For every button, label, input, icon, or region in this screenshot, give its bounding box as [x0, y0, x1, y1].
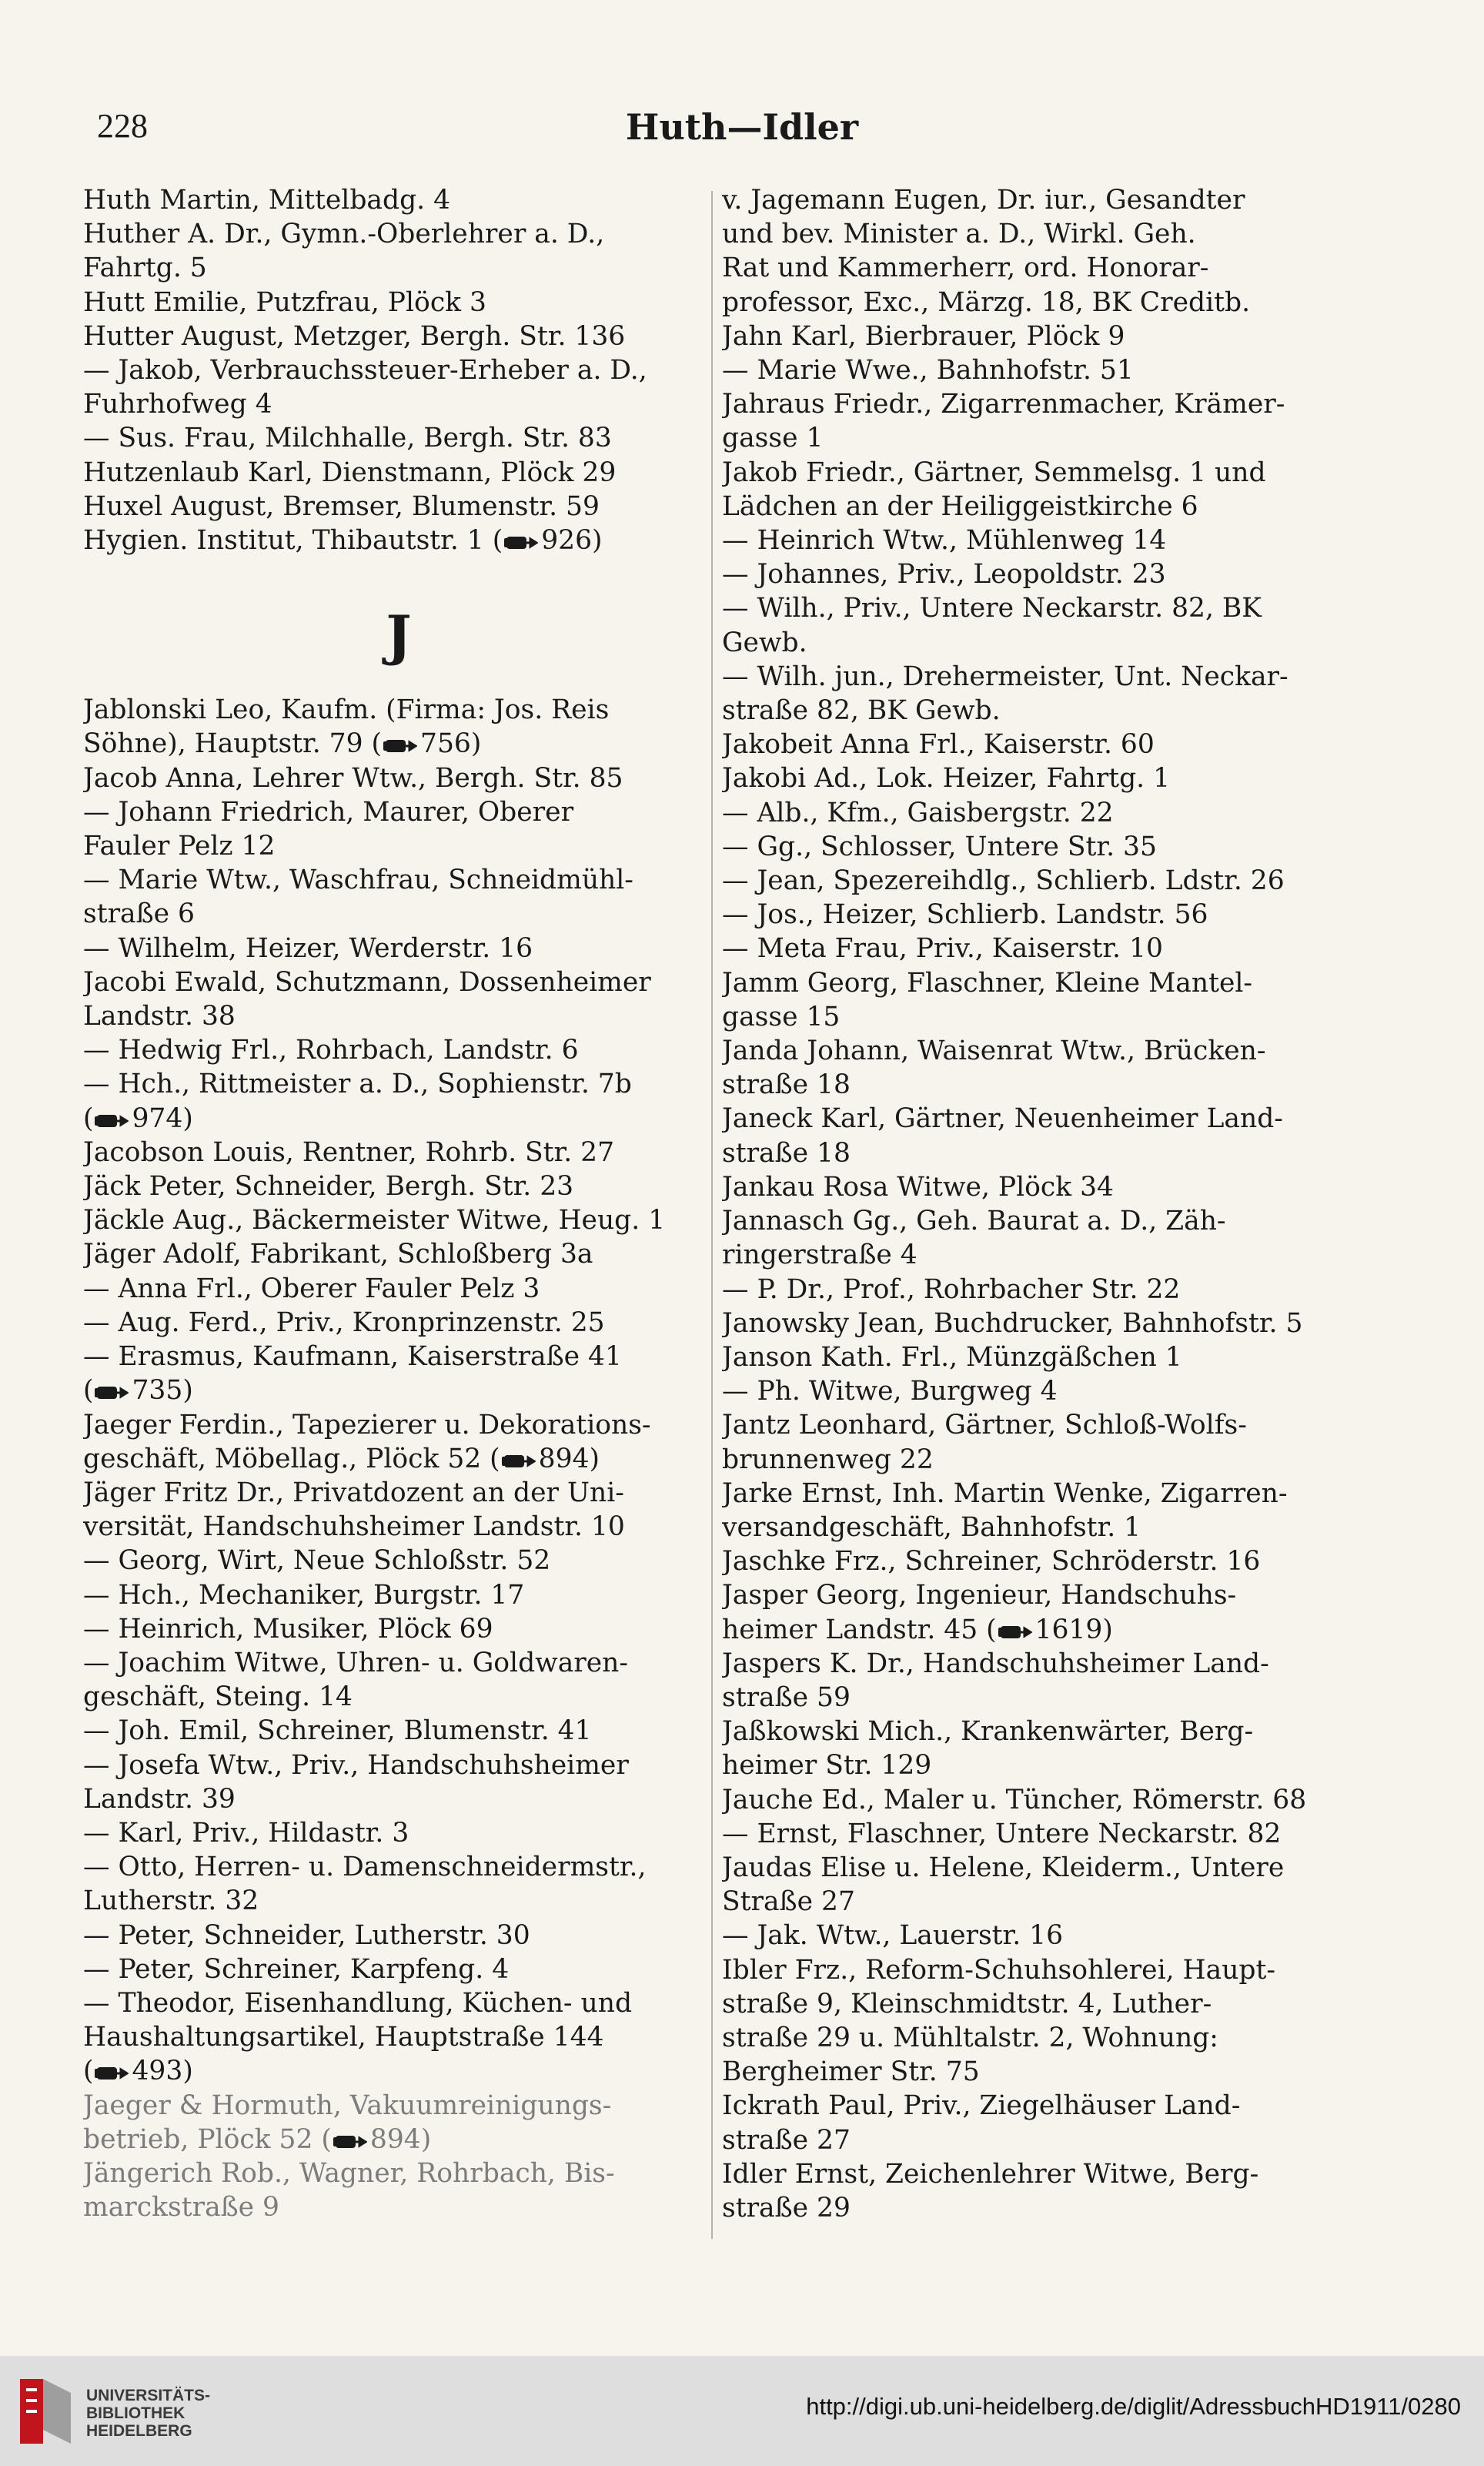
viewer-footer [0, 2356, 1484, 2466]
directory-entry: straße 18 [722, 1137, 851, 1169]
directory-entry: — Joh. Emil, Schreiner, Blumenstr. 41 [83, 1715, 592, 1747]
entry-jaeger-hormuth: Jaeger & Hormuth, Vakuumreinigungs- [83, 2090, 612, 2121]
directory-entry: Jäger Fritz Dr., Privatdozent an der Uni- [83, 1477, 624, 1508]
directory-entry: — Jos., Heizer, Schlierb. Landstr. 56 [722, 899, 1208, 931]
directory-entry: straße 29 u. Mühltalstr. 2, Wohnung: [722, 2022, 1218, 2053]
directory-entry: Jaschke Frz., Schreiner, Schröderstr. 16 [722, 1546, 1261, 1578]
directory-entry: Jahn Karl, Bierbrauer, Plöck 9 [722, 320, 1125, 352]
entry-hch-phone: ( 974) [83, 1103, 193, 1134]
directory-entry: Jahraus Friedr., Zigarrenmacher, Krämer- [722, 389, 1285, 420]
directory-entry: Jakob Friedr., Gärtner, Semmelsg. 1 und [722, 457, 1266, 488]
directory-entry: v. Jagemann Eugen, Dr. iur., Gesandter [722, 185, 1245, 216]
section-letter-j: J [386, 604, 412, 668]
entry-hygien: Hygien. Institut, Thibautstr. 1 ( 926) [83, 525, 603, 557]
directory-entry: Haushaltungsartikel, Hauptstraße 144 [83, 2022, 604, 2053]
page-header [92, 99, 1392, 152]
directory-entry: Fahrtg. 5 [83, 253, 207, 284]
telephone-icon [504, 527, 538, 545]
directory-entry: Jäger Adolf, Fabrikant, Schloßberg 3a [83, 1239, 593, 1270]
directory-entry: Hutt Emilie, Putzfrau, Plöck 3 [83, 286, 486, 318]
directory-entry: Jacobson Louis, Rentner, Rohrb. Str. 27 [83, 1136, 615, 1168]
directory-entry: — Erasmus, Kaufmann, Kaiserstraße 41 [83, 1341, 622, 1373]
directory-entry: Janeck Karl, Gärtner, Neuenheimer Land- [722, 1103, 1283, 1135]
library-name [86, 2387, 210, 2440]
library-name-line: BIBLIOTHEK [86, 2404, 186, 2422]
directory-entry: Lädchen an der Heiliggeistkirche 6 [722, 490, 1198, 522]
directory-entry: Ickrath Paul, Priv., Ziegelhäuser Land- [722, 2090, 1241, 2122]
directory-entry: straße 59 [722, 1681, 851, 1713]
directory-entry: straße 6 [83, 898, 196, 930]
directory-entry: — Otto, Herren- u. Damenschneidermstr., [83, 1852, 647, 1883]
left-column [83, 183, 714, 2224]
directory-entry: Jäckle Aug., Bäckermeister Witwe, Heug. 1 [83, 1205, 666, 1236]
directory-entry: Jauche Ed., Maler u. Tüncher, Römerstr. 68 [722, 1784, 1307, 1815]
directory-entry: — Wilh. jun., Drehermeister, Unt. Neckar- [722, 661, 1288, 692]
entry-jablonski: Jablonski Leo, Kaufm. (Firma: Jos. Reis [83, 694, 610, 726]
left-block3 [83, 1136, 714, 1374]
directory-entry: Janda Johann, Waisenrat Wtw., Brücken- [722, 1036, 1266, 1067]
directory-entry: — Jak. Wtw., Lauerstr. 16 [722, 1920, 1064, 1952]
directory-entry: Jakobi Ad., Lok. Heizer, Fahrtg. 1 [722, 763, 1171, 795]
directory-entry: Fuhrhofweg 4 [83, 389, 272, 420]
library-name-line: HEIDELBERG [86, 2422, 192, 2440]
directory-entry: Jacobi Ewald, Schutzmann, Dossenheimer [83, 966, 651, 998]
entry-jaeger-hormuth-2: betrieb, Plöck 52 ( 894) [83, 2123, 432, 2155]
directory-entry: — Alb., Kfm., Gaisbergstr. 22 [722, 797, 1114, 828]
directory-entry: straße 27 [722, 2124, 851, 2156]
directory-entry: — Hedwig Frl., Rohrbach, Landstr. 6 [83, 1035, 579, 1066]
directory-entry: Jängerich Rob., Wagner, Rohrbach, Bis- [83, 2157, 615, 2189]
directory-entry: versandgeschäft, Bahnhofstr. 1 [722, 1511, 1141, 1543]
column-divider [711, 191, 713, 2239]
right-block1 [722, 183, 1353, 1613]
entry-jasper-phone: heimer Landstr. 45 ( 1619) [722, 1614, 1113, 1645]
directory-entry: Jasper Georg, Ingenieur, Handschuhs- [722, 1580, 1237, 1611]
directory-entry: Hutter August, Metzger, Bergh. Str. 136 [83, 320, 626, 352]
telephone-icon [383, 730, 417, 748]
page-title: Huth—Idler [625, 106, 859, 148]
directory-entry: Jaudas Elise u. Helene, Kleiderm., Untere [722, 1852, 1285, 1883]
source-url-link[interactable]: http://digi.ub.uni-heidelberg.de/diglit/AdressbuchHD1911/0280 [806, 2393, 1461, 2420]
directory-entry: Gewb. [722, 627, 807, 658]
directory-entry: — Theodor, Eisenhandlung, Küchen- und [83, 1987, 633, 2019]
directory-entry: — Meta Frau, Priv., Kaiserstr. 10 [722, 933, 1163, 965]
directory-entry: Jannasch Gg., Geh. Baurat a. D., Zäh- [722, 1206, 1226, 1237]
directory-entry: Bergheimer Str. 75 [722, 2056, 980, 2088]
directory-entry: straße 82, BK Gewb. [722, 695, 1001, 727]
left-block4 [83, 1476, 714, 2054]
directory-entry: — Joachim Witwe, Uhren- u. Goldwaren- [83, 1647, 629, 1678]
directory-entry: — Hch., Mechaniker, Burgstr. 17 [83, 1579, 525, 1611]
directory-entry: brunnenweg 22 [722, 1444, 934, 1475]
left-block5 [83, 2156, 714, 2224]
page-number: 228 [97, 107, 148, 145]
directory-entry: — Karl, Priv., Hildastr. 3 [83, 1817, 409, 1849]
directory-entry: — Wilh., Priv., Untere Neckarstr. 82, BK [722, 593, 1262, 624]
directory-entry: — Peter, Schreiner, Karpfeng. 4 [83, 1953, 510, 1985]
left-block2 [83, 761, 714, 1102]
directory-entry: — Wilhelm, Heizer, Werderstr. 16 [83, 932, 533, 964]
directory-entry: Huther A. Dr., Gymn.-Oberlehrer a. D., [83, 219, 605, 250]
right-column [722, 183, 1353, 2225]
directory-entry: — Aug. Ferd., Priv., Kronprinzenstr. 25 [83, 1307, 605, 1338]
directory-entry: Janson Kath. Frl., Münzgäßchen 1 [722, 1341, 1182, 1373]
directory-entry: Hutzenlaub Karl, Dienstmann, Plöck 29 [83, 457, 617, 488]
directory-entry: — Ph. Witwe, Burgweg 4 [722, 1376, 1058, 1407]
directory-entry: Idler Ernst, Zeichenlehrer Witwe, Berg- [722, 2158, 1259, 2190]
telephone-icon [998, 1616, 1032, 1635]
directory-entry: straße 9, Kleinschmidtstr. 4, Luther- [722, 1988, 1212, 2019]
directory-entry: Jamm Georg, Flaschner, Kleine Mantel- [722, 967, 1253, 999]
directory-entry: Landstr. 38 [83, 1001, 236, 1032]
directory-entry: — Ernst, Flaschner, Untere Neckarstr. 82 [722, 1818, 1282, 1849]
directory-entry: geschäft, Steing. 14 [83, 1681, 353, 1713]
directory-entry: Straße 27 [722, 1886, 855, 1918]
library-logo-icon [17, 2374, 79, 2448]
left-block1 [83, 183, 714, 524]
directory-entry: — Peter, Schneider, Lutherstr. 30 [83, 1919, 530, 1951]
directory-entry: Jacob Anna, Lehrer Wtw., Bergh. Str. 85 [83, 762, 623, 794]
entry-jaeger-ferdin: Jaeger Ferdin., Tapezierer u. Dekorations- [83, 1409, 651, 1440]
directory-entry: — Marie Wwe., Bahnhofstr. 51 [722, 355, 1134, 386]
directory-entry: Jaspers K. Dr., Handschuhsheimer Land- [722, 1648, 1269, 1679]
directory-entry: — Jakob, Verbrauchssteuer-Erheber a. D., [83, 355, 647, 386]
directory-entry: straße 18 [722, 1069, 851, 1101]
directory-entry: versität, Handschuhsheimer Landstr. 10 [83, 1511, 625, 1543]
entry-theodor-phone: ( 493) [83, 2056, 193, 2087]
directory-entry: Jantz Leonhard, Gärtner, Schloß-Wolfs- [722, 1410, 1247, 1441]
directory-entry: Huxel August, Bremser, Blumenstr. 59 [83, 490, 600, 522]
directory-entry: — Sus. Frau, Milchhalle, Bergh. Str. 83 [83, 423, 612, 454]
directory-entry: Lutherstr. 32 [83, 1885, 259, 1917]
directory-entry: straße 29 [722, 2192, 851, 2223]
directory-entry: Fauler Pelz 12 [83, 831, 276, 862]
directory-entry: professor, Exc., Märzg. 18, BK Creditb. [722, 286, 1251, 318]
directory-entry: — Johannes, Priv., Leopoldstr. 23 [722, 559, 1166, 591]
directory-entry: — Jean, Spezereihdlg., Schlierb. Ldstr. 26 [722, 865, 1285, 897]
directory-entry: ringerstraße 4 [722, 1240, 917, 1271]
directory-entry: Jakobeit Anna Frl., Kaiserstr. 60 [722, 729, 1155, 761]
directory-entry: — Marie Wtw., Waschfrau, Schneidmühl- [83, 865, 633, 896]
directory-entry: Jankau Rosa Witwe, Plöck 34 [722, 1171, 1115, 1203]
directory-entry: — Johann Friedrich, Maurer, Oberer [83, 796, 574, 828]
directory-entry: und bev. Minister a. D., Wirkl. Geh. [722, 219, 1196, 250]
directory-entry: Jaßkowski Mich., Krankenwärter, Berg- [722, 1716, 1254, 1748]
directory-entry: — Heinrich Wtw., Mühlenweg 14 [722, 525, 1167, 557]
directory-entry: — Gg., Schlosser, Untere Str. 35 [722, 831, 1157, 862]
directory-entry: marckstraße 9 [83, 2192, 280, 2223]
directory-entry: gasse 1 [722, 423, 824, 454]
directory-entry: — Hch., Rittmeister a. D., Sophienstr. 7b [83, 1069, 632, 1100]
directory-entry: Janowsky Jean, Buchdrucker, Bahnhofstr. 5 [722, 1307, 1303, 1339]
telephone-icon [95, 1105, 129, 1123]
telephone-icon [502, 1445, 536, 1464]
entry-jablonski-2: Söhne), Hauptstr. 79 ( 756) [83, 728, 482, 760]
directory-entry: — Anna Frl., Oberer Fauler Pelz 3 [83, 1273, 540, 1304]
entry-jaeger-ferdin-2: geschäft, Möbellag., Plöck 52 ( 894) [83, 1443, 600, 1474]
directory-entry: Jäck Peter, Schneider, Bergh. Str. 23 [83, 1171, 574, 1203]
directory-entry: Jarke Ernst, Inh. Martin Wenke, Zigarren- [722, 1477, 1288, 1509]
library-name-line: UNIVERSITÄTS- [86, 2387, 211, 2404]
directory-entry: Ibler Frz., Reform-Schuhsohlerei, Haupt- [722, 1954, 1276, 1986]
telephone-icon [95, 2057, 129, 2076]
telephone-icon [333, 2126, 367, 2144]
entry-erasmus-phone: ( 735) [83, 1375, 193, 1407]
directory-entry: heimer Str. 129 [722, 1750, 932, 1782]
directory-entry: — P. Dr., Prof., Rohrbacher Str. 22 [722, 1273, 1181, 1305]
telephone-icon [95, 1377, 129, 1395]
directory-entry: gasse 15 [722, 1001, 841, 1032]
directory-entry: — Heinrich, Musiker, Plöck 69 [83, 1613, 493, 1645]
directory-entry: Landstr. 39 [83, 1783, 236, 1815]
directory-entry: — Josefa Wtw., Priv., Handschuhsheimer [83, 1749, 629, 1781]
right-block2 [722, 1647, 1353, 2225]
directory-entry: Huth Martin, Mittelbadg. 4 [83, 185, 451, 216]
directory-entry: Rat und Kammerherr, ord. Honorar- [722, 253, 1209, 284]
directory-entry: — Georg, Wirt, Neue Schloßstr. 52 [83, 1545, 551, 1577]
